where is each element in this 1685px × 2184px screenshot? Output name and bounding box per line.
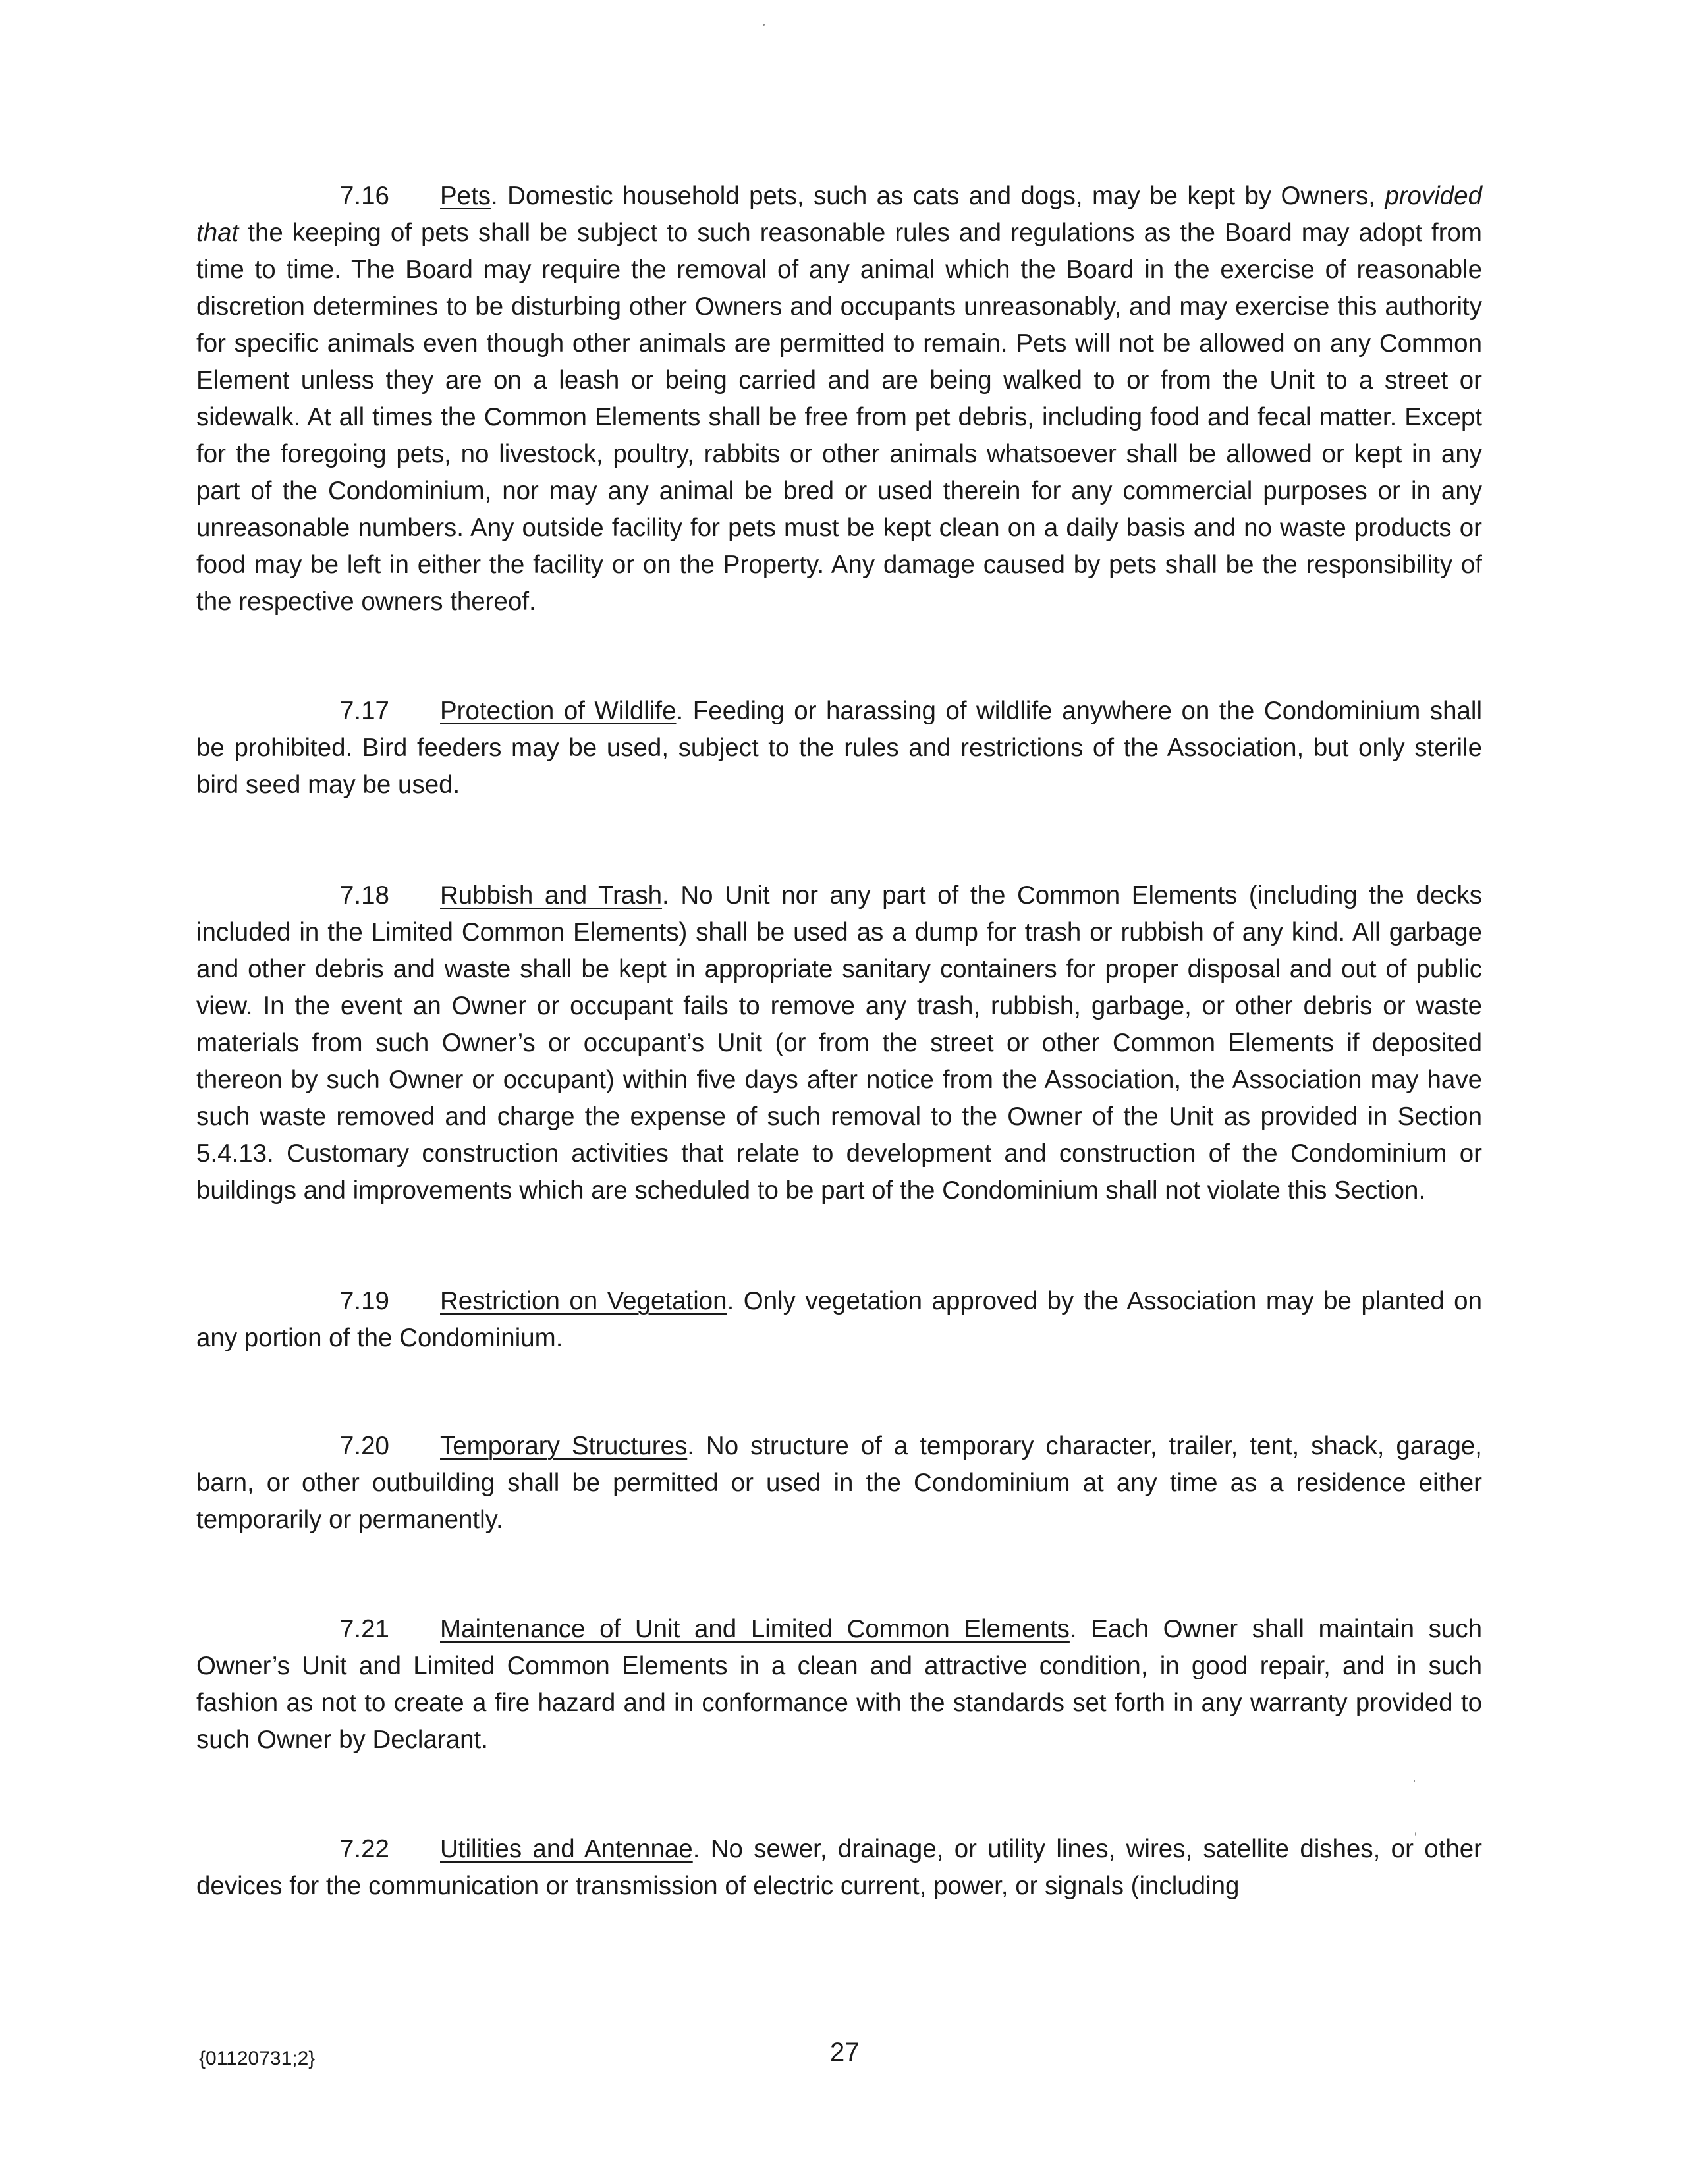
section-text-italic: provided that	[196, 182, 1482, 247]
section-text: Only vegetation approved by the Association may be planted on any portion of the Condominium.	[196, 1287, 1482, 1352]
section-heading: Temporary Structures	[440, 1432, 688, 1460]
section-number: 7.22	[340, 1835, 389, 1863]
section-text: the keeping of pets shall be subject to such reasonable rules and regulations as the Board may adopt from time to time. The Board may require the removal of any animal which the Board in the exercise of reasonable discretion determines to be disturbing other Owners and occupants unreasonably, and may exercise this authority for specific animals even though other animals are permitted to remain. Pets will not be allowed on any Common Element unless they are on a leash or being carried and are being walked to or from the Unit to a street or sidewalk. At all times the Common Elements shall be free from pet debris, including food and fecal matter. Except for the foregoing pets, no livestock, poultry, rabbits or other animals whatsoever shall be allowed or kept in any part of the Condominium, nor may any animal be bred or used therein for any commercial purposes or in any unreasonable numbers. Any outside facility for pets must be kept clean on a daily basis and no waste products or food may be left in either the facility or on the Property. Any damage caused by pets shall be the responsibility of the respective owners thereof.	[196, 219, 1482, 616]
section-number: 7.17	[340, 697, 389, 725]
section-heading: Protection of Wildlife	[440, 697, 677, 725]
section-text: No sewer, drainage, or utility lines, wires, satellite dishes, or other devices for the communication or transmission of electric current, power, or signals (including	[196, 1835, 1482, 1900]
section-text: Feeding or harassing of wildlife anywhere on the Condominium shall be prohibited. Bird feeders may be used, subject to the rules and restrictions of the Association, but only sterile bird seed may be used.	[196, 697, 1482, 799]
section-7-21: 7.21 Maintenance of Unit and Limited Common Elements. Each Owner shall maintain such Owner’s Unit and Limited Common Elements in a clean and attractive condition, in good repair, and in such fashion as not to create a fire hazard and in conformance with the standards set forth in any warranty provided to such Owner by Declarant.	[196, 1611, 1482, 1759]
document-id: {01120731;2}	[199, 2048, 316, 2069]
section-text: Each Owner shall maintain such Owner’s Unit and Limited Common Elements in a clean and attractive condition, in good repair, and in such fashion as not to create a fire hazard and in conformance with the standards set forth in any warranty provided to such Owner by Declarant.	[196, 1615, 1483, 1754]
section-heading: Rubbish and Trash	[440, 881, 663, 910]
section-number: 7.16	[340, 182, 389, 210]
section-heading: Maintenance of Unit and Limited Common Elements	[440, 1615, 1070, 1643]
section-7-17: 7.17 Protection of Wildlife. Feeding or harassing of wildlife anywhere on the Condominium shall be prohibited. Bird feeders may be used, subject to the rules and restrictions of the Association, but only sterile bird seed may be used.	[196, 693, 1482, 804]
section-7-18: 7.18 Rubbish and Trash. No Unit nor any part of the Common Elements (including the decks included in the Limited Common Elements) shall be used as a dump for trash or rubbish of any kind. All garbage and other debris and waste shall be kept in appropriate sanitary containers for proper disposal and out of public view. In the event an Owner or occupant fails to remove any trash, rubbish, garbage, or other debris or waste materials from such Owner’s or occupant’s Unit (or from the street or other Common Elements if deposited thereon by such Owner or occupant) within five days after notice from the Association, the Association may have such waste removed and charge the expense of such removal to the Owner of the Unit as provided in Section 5.4.13. Customary construction activities that relate to development and construction of the Condominium or buildings and improvements which are scheduled to be part of the Condominium shall not violate this Section.	[196, 877, 1482, 1209]
section-number: 7.19	[340, 1287, 389, 1315]
section-7-19: 7.19 Restriction on Vegetation. Only vegetation approved by the Association may be planted on any portion of the Condominium.	[196, 1283, 1482, 1357]
section-7-20: 7.20 Temporary Structures. No structure of a temporary character, trailer, tent, shack, garage, barn, or other outbuilding shall be permitted or used in the Condominium at any time as a residence either temporarily or permanently.	[196, 1428, 1482, 1539]
section-number: 7.18	[340, 881, 389, 910]
section-7-16: 7.16 Pets. Domestic household pets, such as cats and dogs, may be kept by Owners, provided that the keeping of pets shall be subject to such reasonable rules and regulations as the Board may adopt from time to time. The Board may require the removal of any animal which the Board in the exercise of reasonable discretion determines to be disturbing other Owners and occupants unreasonably, and may exercise this authority for specific animals even though other animals are permitted to remain. Pets will not be allowed on any Common Element unless they are on a leash or being carried and are being walked to or from the Unit to a street or sidewalk. At all times the Common Elements shall be free from pet debris, including food and fecal matter. Except for the foregoing pets, no livestock, poultry, rabbits or other animals whatsoever shall be allowed or kept in any part of the Condominium, nor may any animal be bred or used therein for any commercial purposes or in any unreasonable numbers. Any outside facility for pets must be kept clean on a daily basis and no waste products or food may be left in either the facility or on the Property. Any damage caused by pets shall be the responsibility of the respective owners thereof.	[196, 178, 1482, 620]
section-number: 7.20	[340, 1432, 389, 1460]
document-body	[196, 178, 1482, 1905]
section-heading: Restriction on Vegetation	[440, 1287, 727, 1315]
section-text: No structure of a temporary character, trailer, tent, shack, garage, barn, or other outbuilding shall be permitted or used in the Condominium at any time as a residence either temporarily or permanently.	[196, 1432, 1482, 1534]
section-number: 7.21	[340, 1615, 389, 1643]
section-heading: Pets	[440, 182, 491, 210]
section-heading: Utilities and Antennae	[440, 1835, 693, 1863]
page-number: 27	[830, 2038, 860, 2067]
scan-speck	[763, 24, 765, 26]
section-7-22: 7.22 Utilities and Antennae. No sewer, drainage, or utility lines, wires, satellite dishes, or other devices for the communication or transmission of electric current, power, or signals (including	[196, 1831, 1482, 1905]
section-text-lead: Domestic household pets, such as cats and dogs, may be kept by Owners,	[497, 182, 1385, 210]
section-text: No Unit nor any part of the Common Elements (including the decks included in the Limited Common Elements) shall be used as a dump for trash or rubbish of any kind. All garbage and other debris and waste shall be kept in appropriate sanitary containers for proper disposal and out of public view. In the event an Owner or occupant fails to remove any trash, rubbish, garbage, or other debris or waste materials from such Owner’s or occupant’s Unit (or from the street or other Common Elements if deposited thereon by such Owner or occupant) within five days after notice from the Association, the Association may have such waste removed and charge the expense of such removal to the Owner of the Unit as provided in Section 5.4.13. Customary construction activities that relate to development and construction of the Condominium or buildings and improvements which are scheduled to be part of the Condominium shall not violate this Section.	[196, 881, 1483, 1205]
